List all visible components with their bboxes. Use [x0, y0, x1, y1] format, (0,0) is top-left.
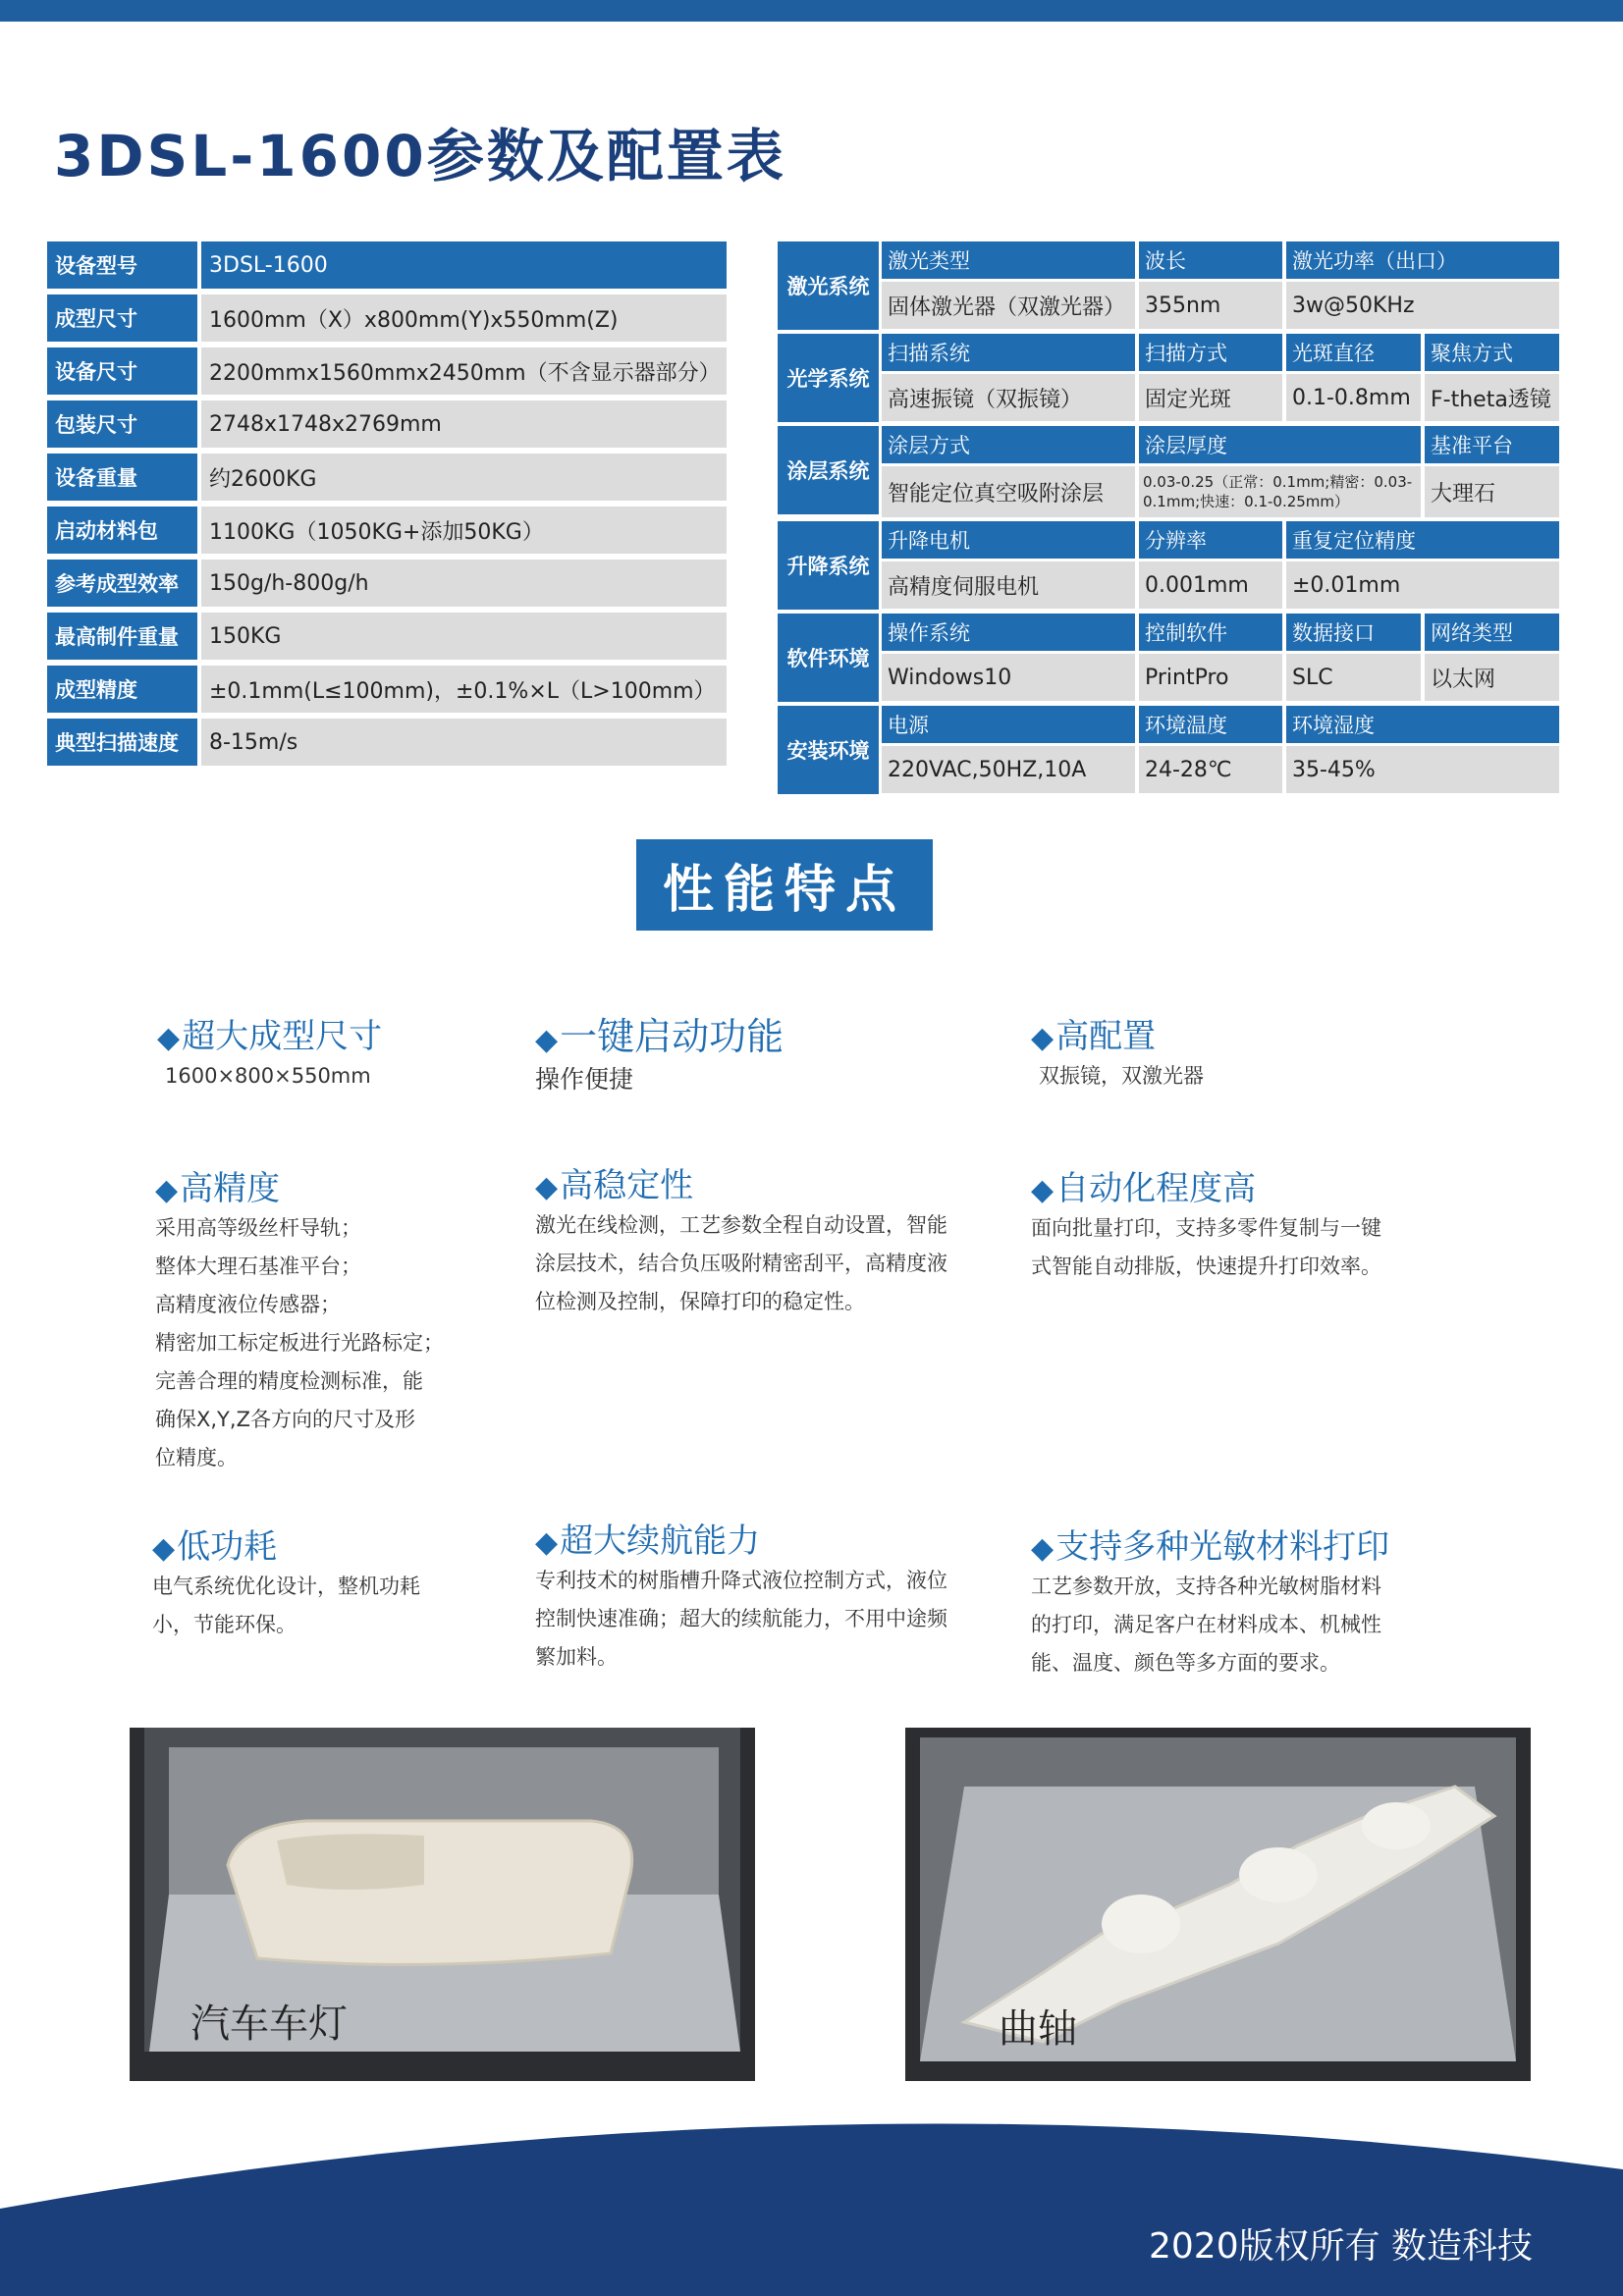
spec-label: 包装尺寸	[47, 400, 197, 448]
photo-crankshaft	[905, 1728, 1531, 2081]
spec-label: 参考成型效率	[47, 560, 197, 607]
feature-desc: 采用高等级丝杆导轨； 整体大理石基准平台； 高精度液位传感器； 精密加工标定板进行光路标定； 完善合理的精度检测标准，能 确保X,Y,Z各方向的尺寸及形 位精度。	[155, 1216, 444, 1469]
system-value: 0.03-0.25（正常：0.1mm;精密：0.03-0.1mm;快速：0.1-0.25mm）	[1139, 466, 1421, 517]
spec-label: 最高制件重量	[47, 613, 197, 660]
top-accent-bar	[0, 0, 1623, 22]
spec-row	[47, 454, 727, 501]
system-header: 波长	[1139, 241, 1282, 279]
system-name: 涂层系统	[778, 426, 879, 514]
spec-row	[47, 294, 727, 342]
feature-desc: 电气系统优化设计，整机功耗 小，节能环保。	[152, 1575, 420, 1636]
diamond-icon: ◆	[535, 1525, 559, 1560]
system-value: 220VAC,50HZ,10A	[882, 746, 1135, 793]
spec-value: 150KG	[201, 613, 727, 660]
system-value: 智能定位真空吸附涂层	[882, 466, 1135, 517]
feature-title: ◆低功耗	[152, 1527, 278, 1567]
system-lift	[778, 521, 1566, 610]
system-name: 升降系统	[778, 521, 879, 610]
spec-label: 设备重量	[47, 454, 197, 501]
spec-row	[47, 241, 727, 289]
spec-label: 设备尺寸	[47, 347, 197, 395]
spec-label: 成型精度	[47, 666, 197, 713]
diamond-icon: ◆	[1031, 1173, 1055, 1207]
feature-item	[535, 1006, 784, 1098]
feature-item	[1031, 1009, 1204, 1095]
diamond-icon: ◆	[1031, 1531, 1055, 1566]
feature-desc: 面向批量打印，支持多零件复制与一键 式智能自动排版，快速提升打印效率。	[1031, 1216, 1381, 1278]
feature-item	[155, 1161, 444, 1477]
feature-title: ◆高稳定性	[535, 1166, 694, 1205]
system-value: ±0.01mm	[1286, 561, 1559, 609]
spec-row	[47, 347, 727, 395]
spec-value: 2200mmx1560mmx2450mm（不含显示器部分）	[201, 347, 727, 395]
feature-item	[535, 1514, 947, 1677]
system-header: 数据接口	[1286, 614, 1421, 651]
page-title: 3DSL-1600参数及配置表	[54, 123, 786, 189]
system-value: Windows10	[882, 654, 1135, 701]
feature-title: ◆高精度	[155, 1169, 281, 1208]
feature-title: ◆自动化程度高	[1031, 1169, 1257, 1208]
spec-value: 1100KG（1050KG+添加50KG）	[201, 507, 727, 554]
system-name: 软件环境	[778, 614, 879, 702]
spec-label: 成型尺寸	[47, 294, 197, 342]
system-header: 控制软件	[1139, 614, 1282, 651]
system-header: 电源	[882, 706, 1135, 743]
footer-copyright: 2020版权所有 数造科技	[1149, 2226, 1534, 2267]
feature-item	[1031, 1161, 1381, 1286]
feature-title: ◆支持多种光敏材料打印	[1031, 1527, 1390, 1567]
system-header: 扫描方式	[1139, 334, 1282, 371]
diamond-icon: ◆	[1031, 1021, 1055, 1055]
spec-row	[47, 560, 727, 607]
system-value: 3w@50KHz	[1286, 282, 1559, 329]
system-value: F-theta透镜	[1425, 374, 1559, 421]
spec-row	[47, 507, 727, 554]
system-header: 涂层方式	[882, 426, 1135, 463]
system-value: 35-45%	[1286, 746, 1559, 793]
spec-row	[47, 400, 727, 448]
system-value: 0.001mm	[1139, 561, 1282, 609]
feature-item	[1031, 1520, 1389, 1682]
diamond-icon: ◆	[535, 1023, 559, 1057]
system-value: 固体激光器（双激光器）	[882, 282, 1135, 329]
feature-desc: 双振镜，双激光器	[1039, 1064, 1204, 1088]
feature-title: ◆一键启动功能	[535, 1015, 784, 1058]
system-header: 基准平台	[1425, 426, 1559, 463]
feature-item	[157, 1009, 382, 1095]
spec-row	[47, 613, 727, 660]
spec-value: 约2600KG	[201, 454, 727, 501]
feature-desc: 专利技术的树脂槽升降式液位控制方式，液位 控制快速准确；超大的续航能力，不用中途频 繁加料。	[535, 1569, 947, 1669]
system-value: SLC	[1286, 654, 1421, 701]
system-name: 光学系统	[778, 334, 879, 422]
feature-item	[535, 1158, 947, 1321]
feature-desc: 操作便捷	[535, 1065, 634, 1094]
system-header: 升降电机	[882, 521, 1135, 559]
system-value: 24-28℃	[1139, 746, 1282, 793]
diamond-icon: ◆	[152, 1531, 176, 1566]
system-header: 涂层厚度	[1139, 426, 1421, 463]
system-header: 网络类型	[1425, 614, 1559, 651]
feature-desc: 工艺参数开放，支持各种光敏树脂材料 的打印，满足客户在材料成本、机械性 能、温度、颜色等多方面的要求。	[1031, 1575, 1381, 1675]
photo-caption: 汽车车灯	[190, 2002, 348, 2047]
spec-table	[47, 241, 727, 772]
spec-value: ±0.1mm(L≤100mm)，±0.1%×L（L>100mm）	[201, 666, 727, 713]
spec-row	[47, 666, 727, 713]
system-optical	[778, 334, 1566, 422]
spec-value: 1600mm（X）x800mm(Y)x550mm(Z)	[201, 294, 727, 342]
system-header: 激光类型	[882, 241, 1135, 279]
systems-table	[778, 241, 1566, 798]
feature-title: ◆超大成型尺寸	[157, 1017, 383, 1056]
spec-label: 典型扫描速度	[47, 719, 197, 766]
spec-value: 8-15m/s	[201, 719, 727, 766]
system-header: 重复定位精度	[1286, 521, 1559, 559]
feature-title: ◆高配置	[1031, 1017, 1157, 1056]
system-name: 激光系统	[778, 241, 879, 330]
system-value: 固定光斑	[1139, 374, 1282, 421]
system-name: 安装环境	[778, 706, 879, 794]
diamond-icon: ◆	[157, 1021, 181, 1055]
system-header: 光斑直径	[1286, 334, 1421, 371]
system-header: 聚焦方式	[1425, 334, 1559, 371]
system-header: 操作系统	[882, 614, 1135, 651]
system-install	[778, 706, 1566, 794]
spec-label: 启动材料包	[47, 507, 197, 554]
spec-row	[47, 719, 727, 766]
system-software	[778, 614, 1566, 702]
photo-caption: 曲轴	[999, 2006, 1077, 2052]
photo-car-lamp	[130, 1728, 755, 2081]
system-value: 以太网	[1425, 654, 1559, 701]
system-coating	[778, 426, 1566, 517]
system-header: 分辨率	[1139, 521, 1282, 559]
features-heading: 性能特点	[636, 839, 933, 931]
spec-value: 2748x1748x2769mm	[201, 400, 727, 448]
system-header: 激光功率（出口）	[1286, 241, 1559, 279]
diamond-icon: ◆	[155, 1173, 179, 1207]
feature-desc: 激光在线检测，工艺参数全程自动设置，智能 涂层技术，结合负压吸附精密刮平，高精度液 位检测及控制，保障打印的稳定性。	[535, 1213, 947, 1313]
system-value: PrintPro	[1139, 654, 1282, 701]
system-value: 高精度伺服电机	[882, 561, 1135, 609]
system-header: 环境湿度	[1286, 706, 1559, 743]
system-value: 355nm	[1139, 282, 1282, 329]
system-laser	[778, 241, 1566, 330]
system-value: 0.1-0.8mm	[1286, 374, 1421, 421]
spec-label: 设备型号	[47, 241, 197, 289]
feature-desc: 1600×800×550mm	[165, 1064, 371, 1088]
system-value: 大理石	[1425, 466, 1559, 517]
feature-title: ◆超大续航能力	[535, 1522, 761, 1561]
system-value: 高速振镜（双振镜）	[882, 374, 1135, 421]
spec-value: 150g/h-800g/h	[201, 560, 727, 607]
diamond-icon: ◆	[535, 1170, 559, 1204]
system-header: 扫描系统	[882, 334, 1135, 371]
system-header: 环境温度	[1139, 706, 1282, 743]
feature-item	[152, 1520, 420, 1644]
spec-value: 3DSL-1600	[201, 241, 727, 289]
